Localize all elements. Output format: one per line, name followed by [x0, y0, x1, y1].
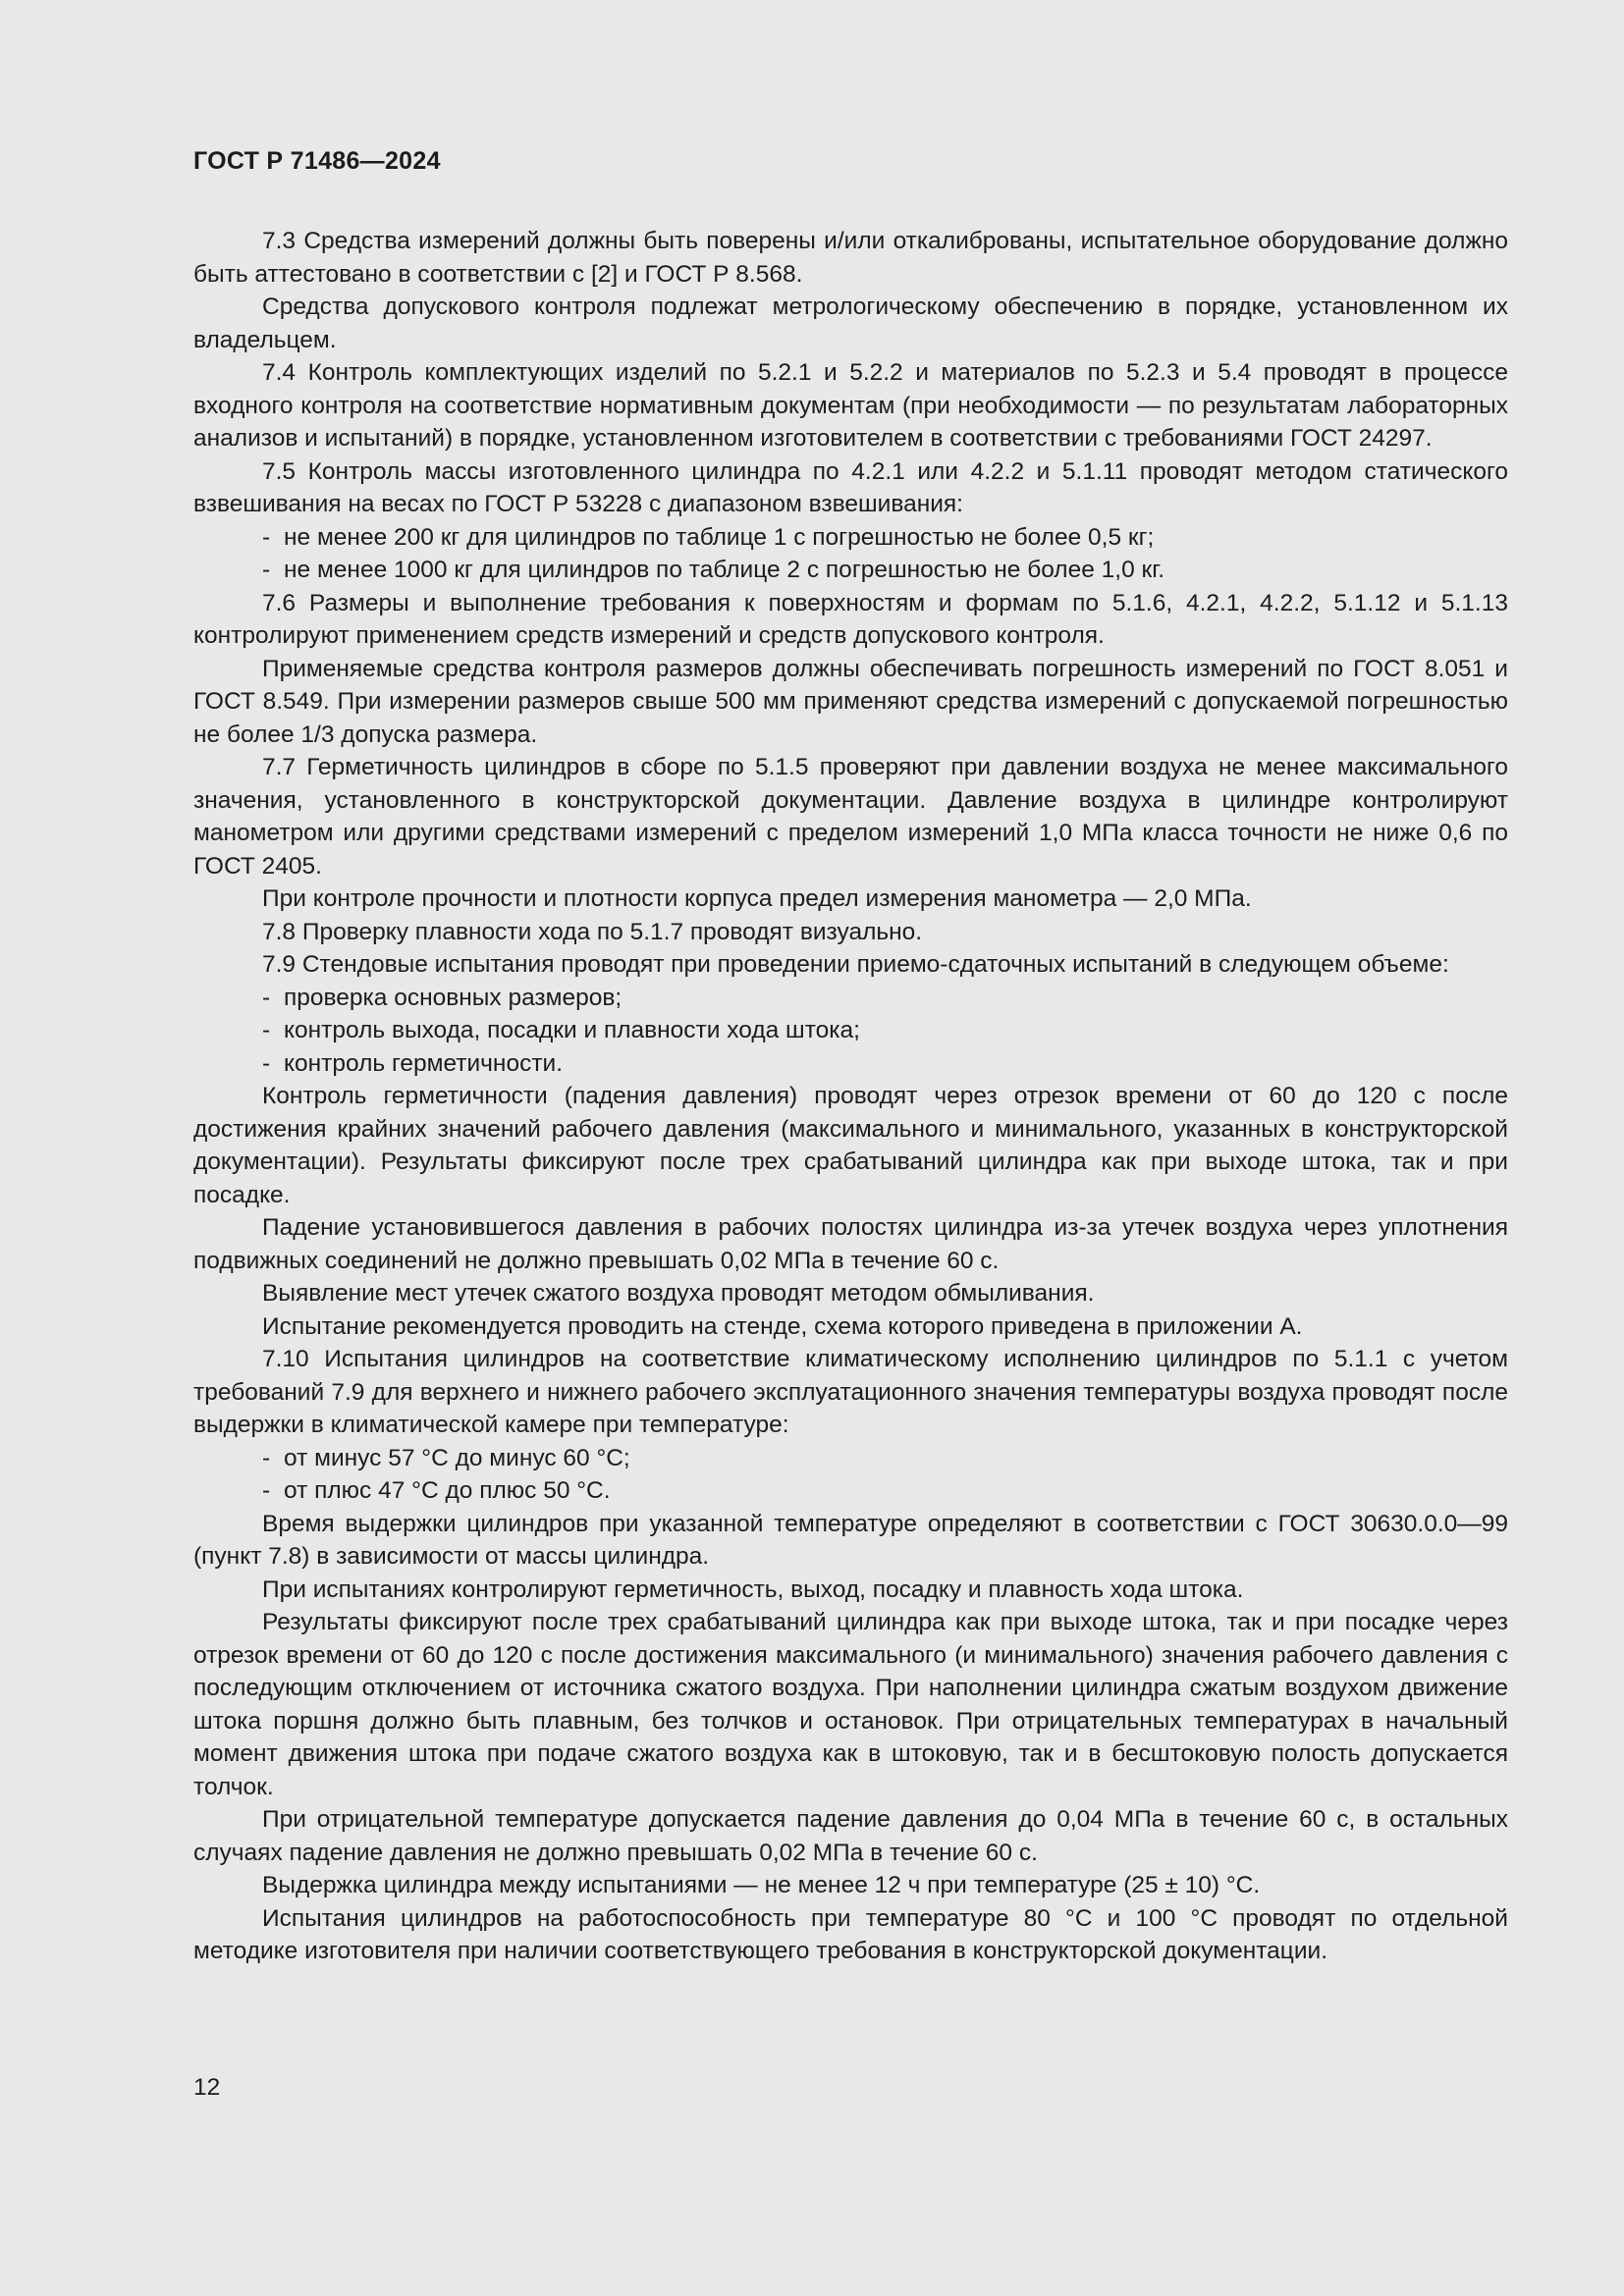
- paragraph: 7.6 Размеры и выполнение требования к поверхностям и формам по 5.1.6, 4.2.1, 4.2.2, 5.1.12 и 5.1.13 контролируют применением средств измерений и средств допускового контроля.: [193, 589, 1508, 649]
- paragraph: 7.8 Проверку плавности хода по 5.1.7 проводят визуально.: [262, 918, 923, 945]
- paragraph: 7.4 Контроль комплектующих изделий по 5.2.1 и 5.2.2 и материалов по 5.2.3 и 5.4 проводят в процессе входного контроля на соответствие нормативным документам (при необходимости — по результатам лабораторных анализов и испытаний) в порядке, установленном изготовителем в соответствии с требованиями ГОСТ 24297.: [193, 359, 1508, 452]
- paragraph: 7.9 Стендовые испытания проводят при проведении приемо-сдаточных испытаний в следующем объеме:: [262, 951, 1449, 978]
- list-item-text: контроль выхода, посадки и плавности хода штока;: [284, 1017, 860, 1043]
- list-dash: -: [262, 1049, 271, 1077]
- list-item: [193, 1047, 1508, 1081]
- list-dash: -: [262, 557, 271, 583]
- list-item: [193, 1474, 1508, 1508]
- list-dash: -: [262, 1444, 271, 1471]
- paragraph: Время выдержки цилиндров при указанной температуре определяют в соответствии с ГОСТ 30630.0.0—99 (пункт 7.8) в зависимости от массы цилиндра.: [193, 1510, 1508, 1570]
- paragraph: При контроле прочности и плотности корпуса предел измерения манометра — 2,0 МПа.: [262, 885, 1252, 912]
- paragraph: 7.5 Контроль массы изготовленного цилиндра по 4.2.1 или 4.2.2 и 5.1.11 проводят методом статического взвешивания на весах по ГОСТ Р 53228 с диапазоном взвешивания:: [193, 457, 1508, 517]
- list-item-text: от минус 57 °С до минус 60 °С;: [284, 1444, 630, 1471]
- paragraph: Применяемые средства контроля размеров должны обеспечивать погрешность измерений по ГОСТ 8.051 и ГОСТ 8.549. При измерении размеров свыше 500 мм применяют средства измерений с допускаемой погрешностью не более 1/3 допуска размера.: [193, 655, 1508, 748]
- list-item-text: контроль герметичности.: [284, 1049, 564, 1077]
- list-item-text: не менее 1000 кг для цилиндров по таблице 2 с погрешностью не более 1,0 кг.: [284, 557, 1165, 583]
- document-body: [193, 225, 1508, 1968]
- list-dash: -: [262, 1017, 271, 1043]
- paragraph: 7.10 Испытания цилиндров на соответствие климатическому исполнению цилиндров по 5.1.1 с учетом требований 7.9 для верхнего и нижнего рабочего эксплуатационного значения температуры воздуха проводят после выдержки в климатической камере при температуре:: [193, 1346, 1508, 1438]
- list-item-text: не менее 200 кг для цилиндров по таблице 1 с погрешностью не более 0,5 кг;: [284, 523, 1155, 551]
- paragraph: Контроль герметичности (падения давления) проводят через отрезок времени от 60 до 120 с после достижения крайних значений рабочего давления (максимального и минимального, указанных в конструкторской документации). Результаты фиксируют после трех срабатываний цилиндра как при выходе штока, так и при посадке.: [193, 1083, 1508, 1208]
- paragraph: 7.3 Средства измерений должны быть поверены и/или откалиброваны, испытательное оборудование должно быть аттестовано в соответствии с [2] и ГОСТ Р 8.568.: [193, 228, 1508, 288]
- paragraph: Испытания цилиндров на работоспособность при температуре 80 °С и 100 °С проводят по отдельной методике изготовителя при наличии соответствующего требования в конструкторской документации.: [193, 1904, 1508, 1964]
- document-header-title: ГОСТ Р 71486—2024: [193, 147, 441, 175]
- page-number: 12: [193, 2074, 221, 2101]
- paragraph: Выявление мест утечек сжатого воздуха проводят методом обмыливания.: [262, 1280, 1095, 1307]
- paragraph: При отрицательной температуре допускается падение давления до 0,04 МПа в течение 60 с, в остальных случаях падение давления не должно превышать 0,02 МПа в течение 60 с.: [193, 1806, 1508, 1866]
- list-dash: -: [262, 984, 271, 1011]
- list-item-text: проверка основных размеров;: [284, 984, 623, 1011]
- paragraph: 7.7 Герметичность цилиндров в сборе по 5.1.5 проверяют при давлении воздуха не менее максимального значения, установленного в конструкторской документации. Давление воздуха в цилиндре контролируют манометром или другими средствами измерений с пределом измерений 1,0 МПа класса точности не ниже 0,6 по ГОСТ 2405.: [193, 754, 1508, 880]
- paragraph: При испытаниях контролируют герметичность, выход, посадку и плавность хода штока.: [262, 1575, 1244, 1603]
- list-dash: -: [262, 523, 271, 551]
- list-item: [193, 521, 1508, 555]
- paragraph: Выдержка цилиндра между испытаниями — не менее 12 ч при температуре (25 ± 10) °С.: [262, 1872, 1261, 1898]
- paragraph: Падение установившегося давления в рабочих полостях цилиндра из-за утечек воздуха через уплотнения подвижных соединений не должно превышать 0,02 МПа в течение 60 с.: [193, 1214, 1508, 1274]
- list-item: [193, 1014, 1508, 1047]
- paragraph: Результаты фиксируют после трех срабатываний цилиндра как при выходе штока, так и при посадке через отрезок времени от 60 до 120 с после достижения максимального (и минимального) значения рабочего давления с последующим отключением от источника сжатого воздуха. При наполнении цилиндра сжатым воздухом движение штока поршня должно быть плавным, без толчков и остановок. При отрицательных температурах в начальный момент движения штока при подаче сжатого воздуха как в штоковую, так и в бесштоковую полость допускается толчок.: [193, 1609, 1508, 1800]
- list-item: [193, 982, 1508, 1015]
- paragraph: Испытание рекомендуется проводить на стенде, схема которого приведена в приложении А.: [262, 1312, 1303, 1340]
- list-item: [193, 1442, 1508, 1475]
- paragraph: Средства допускового контроля подлежат метрологическому обеспечению в порядке, установленном их владельцем.: [193, 294, 1508, 353]
- list-dash: -: [262, 1477, 271, 1504]
- list-item-text: от плюс 47 °С до плюс 50 °С.: [284, 1477, 611, 1504]
- list-item: [193, 554, 1508, 587]
